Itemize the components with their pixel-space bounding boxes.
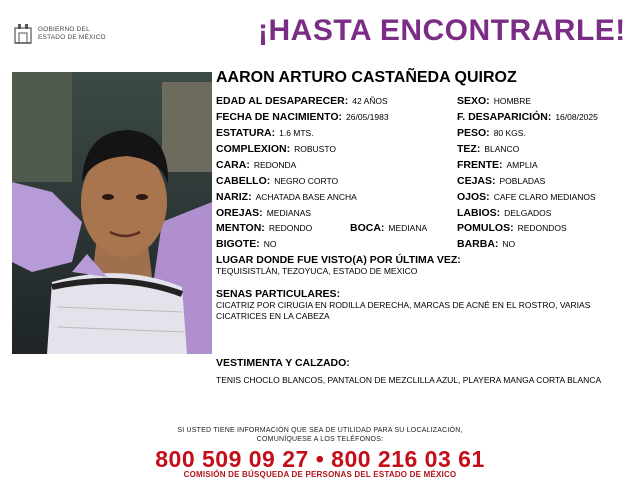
phone-numbers: 800 509 09 27 • 800 216 03 61: [155, 446, 485, 472]
marks-value: CICATRIZ POR CIRUGIA EN RODILLA DERECHA, MARCAS DE ACNÉ EN EL ROSTRO, VARIAS CICATRICES EN LA CABEZA: [216, 300, 591, 321]
person-name: AARON ARTURO CASTAÑEDA QUIROZ: [216, 69, 517, 86]
field-fecha-nacimiento: FECHA DE NACIMIENTO: 26/05/1983: [216, 111, 389, 123]
clothing-value: TENIS CHOCLO BLANCOS, PANTALON DE MEZCLILLA AZUL, PLAYERA MANGA CORTA BLANCA: [216, 375, 602, 385]
field-menton: MENTON: REDONDO: [216, 222, 313, 234]
field-complexion: COMPLEXION: ROBUSTO: [216, 143, 336, 155]
field-fecha-desaparicion: F. DESAPARICIÓN: 16/08/2025: [457, 111, 598, 123]
field-cejas: CEJAS: POBLADAS: [457, 175, 546, 187]
field-frente: FRENTE: AMPLIA: [457, 159, 538, 171]
field-ojos: OJOS: CAFE CLARO MEDIANOS: [457, 191, 596, 203]
field-pomulos: POMULOS: REDONDOS: [457, 222, 567, 234]
field-orejas: OREJAS: MEDIANAS: [216, 207, 312, 219]
field-labios: LABIOS: DELGADOS: [457, 207, 552, 219]
field-boca: BOCA: MEDIANA: [350, 222, 428, 234]
last-seen-title: LUGAR DONDE FUE VISTO(A) POR ÚLTIMA VEZ:: [216, 254, 461, 266]
photo-illustration: [12, 72, 212, 354]
field-tez: TEZ: BLANCO: [457, 143, 520, 155]
headline: ¡HASTA ENCONTRARLE!: [258, 14, 626, 47]
logo-line-2: ESTADO DE MÉXICO: [38, 34, 106, 41]
logo-line-1: GOBIERNO DEL: [38, 26, 90, 33]
field-sexo: SEXO: HOMBRE: [457, 95, 531, 107]
last-seen-value: TEQUISISTLÁN, TEZOYUCA, ESTADO DE MEXICO: [216, 266, 418, 276]
government-logo: [12, 22, 132, 48]
field-edad: EDAD AL DESAPARECER: 42 AÑOS: [216, 95, 388, 107]
field-estatura: ESTATURA: 1.6 MTS.: [216, 127, 314, 139]
field-bigote: BIGOTE: NO: [216, 238, 277, 250]
field-barba: BARBA: NO: [457, 238, 516, 250]
footer-note-line-1: SI USTED TIENE INFORMACIÓN QUE SEA DE UTILIDAD PARA SU LOCALIZACIÓN,: [177, 427, 463, 434]
field-cabello: CABELLO: NEGRO CORTO: [216, 175, 339, 187]
footer-note-line-2: COMUNÍQUESE A LOS TELÉFONOS:: [256, 436, 384, 443]
field-peso: PESO: 80 KGS.: [457, 127, 526, 139]
missing-person-photo: [12, 72, 212, 354]
commission-name: COMISIÓN DE BÚSQUEDA DE PERSONAS DEL ESTADO DE MÉXICO: [183, 470, 457, 479]
clothing-title: VESTIMENTA Y CALZADO:: [216, 357, 350, 369]
field-nariz: NARIZ: ACHATADA BASE ANCHA: [216, 191, 357, 203]
state-emblem-icon: [12, 22, 34, 46]
marks-title: SENAS PARTICULARES:: [216, 288, 341, 300]
field-cara: CARA: REDONDA: [216, 159, 297, 171]
